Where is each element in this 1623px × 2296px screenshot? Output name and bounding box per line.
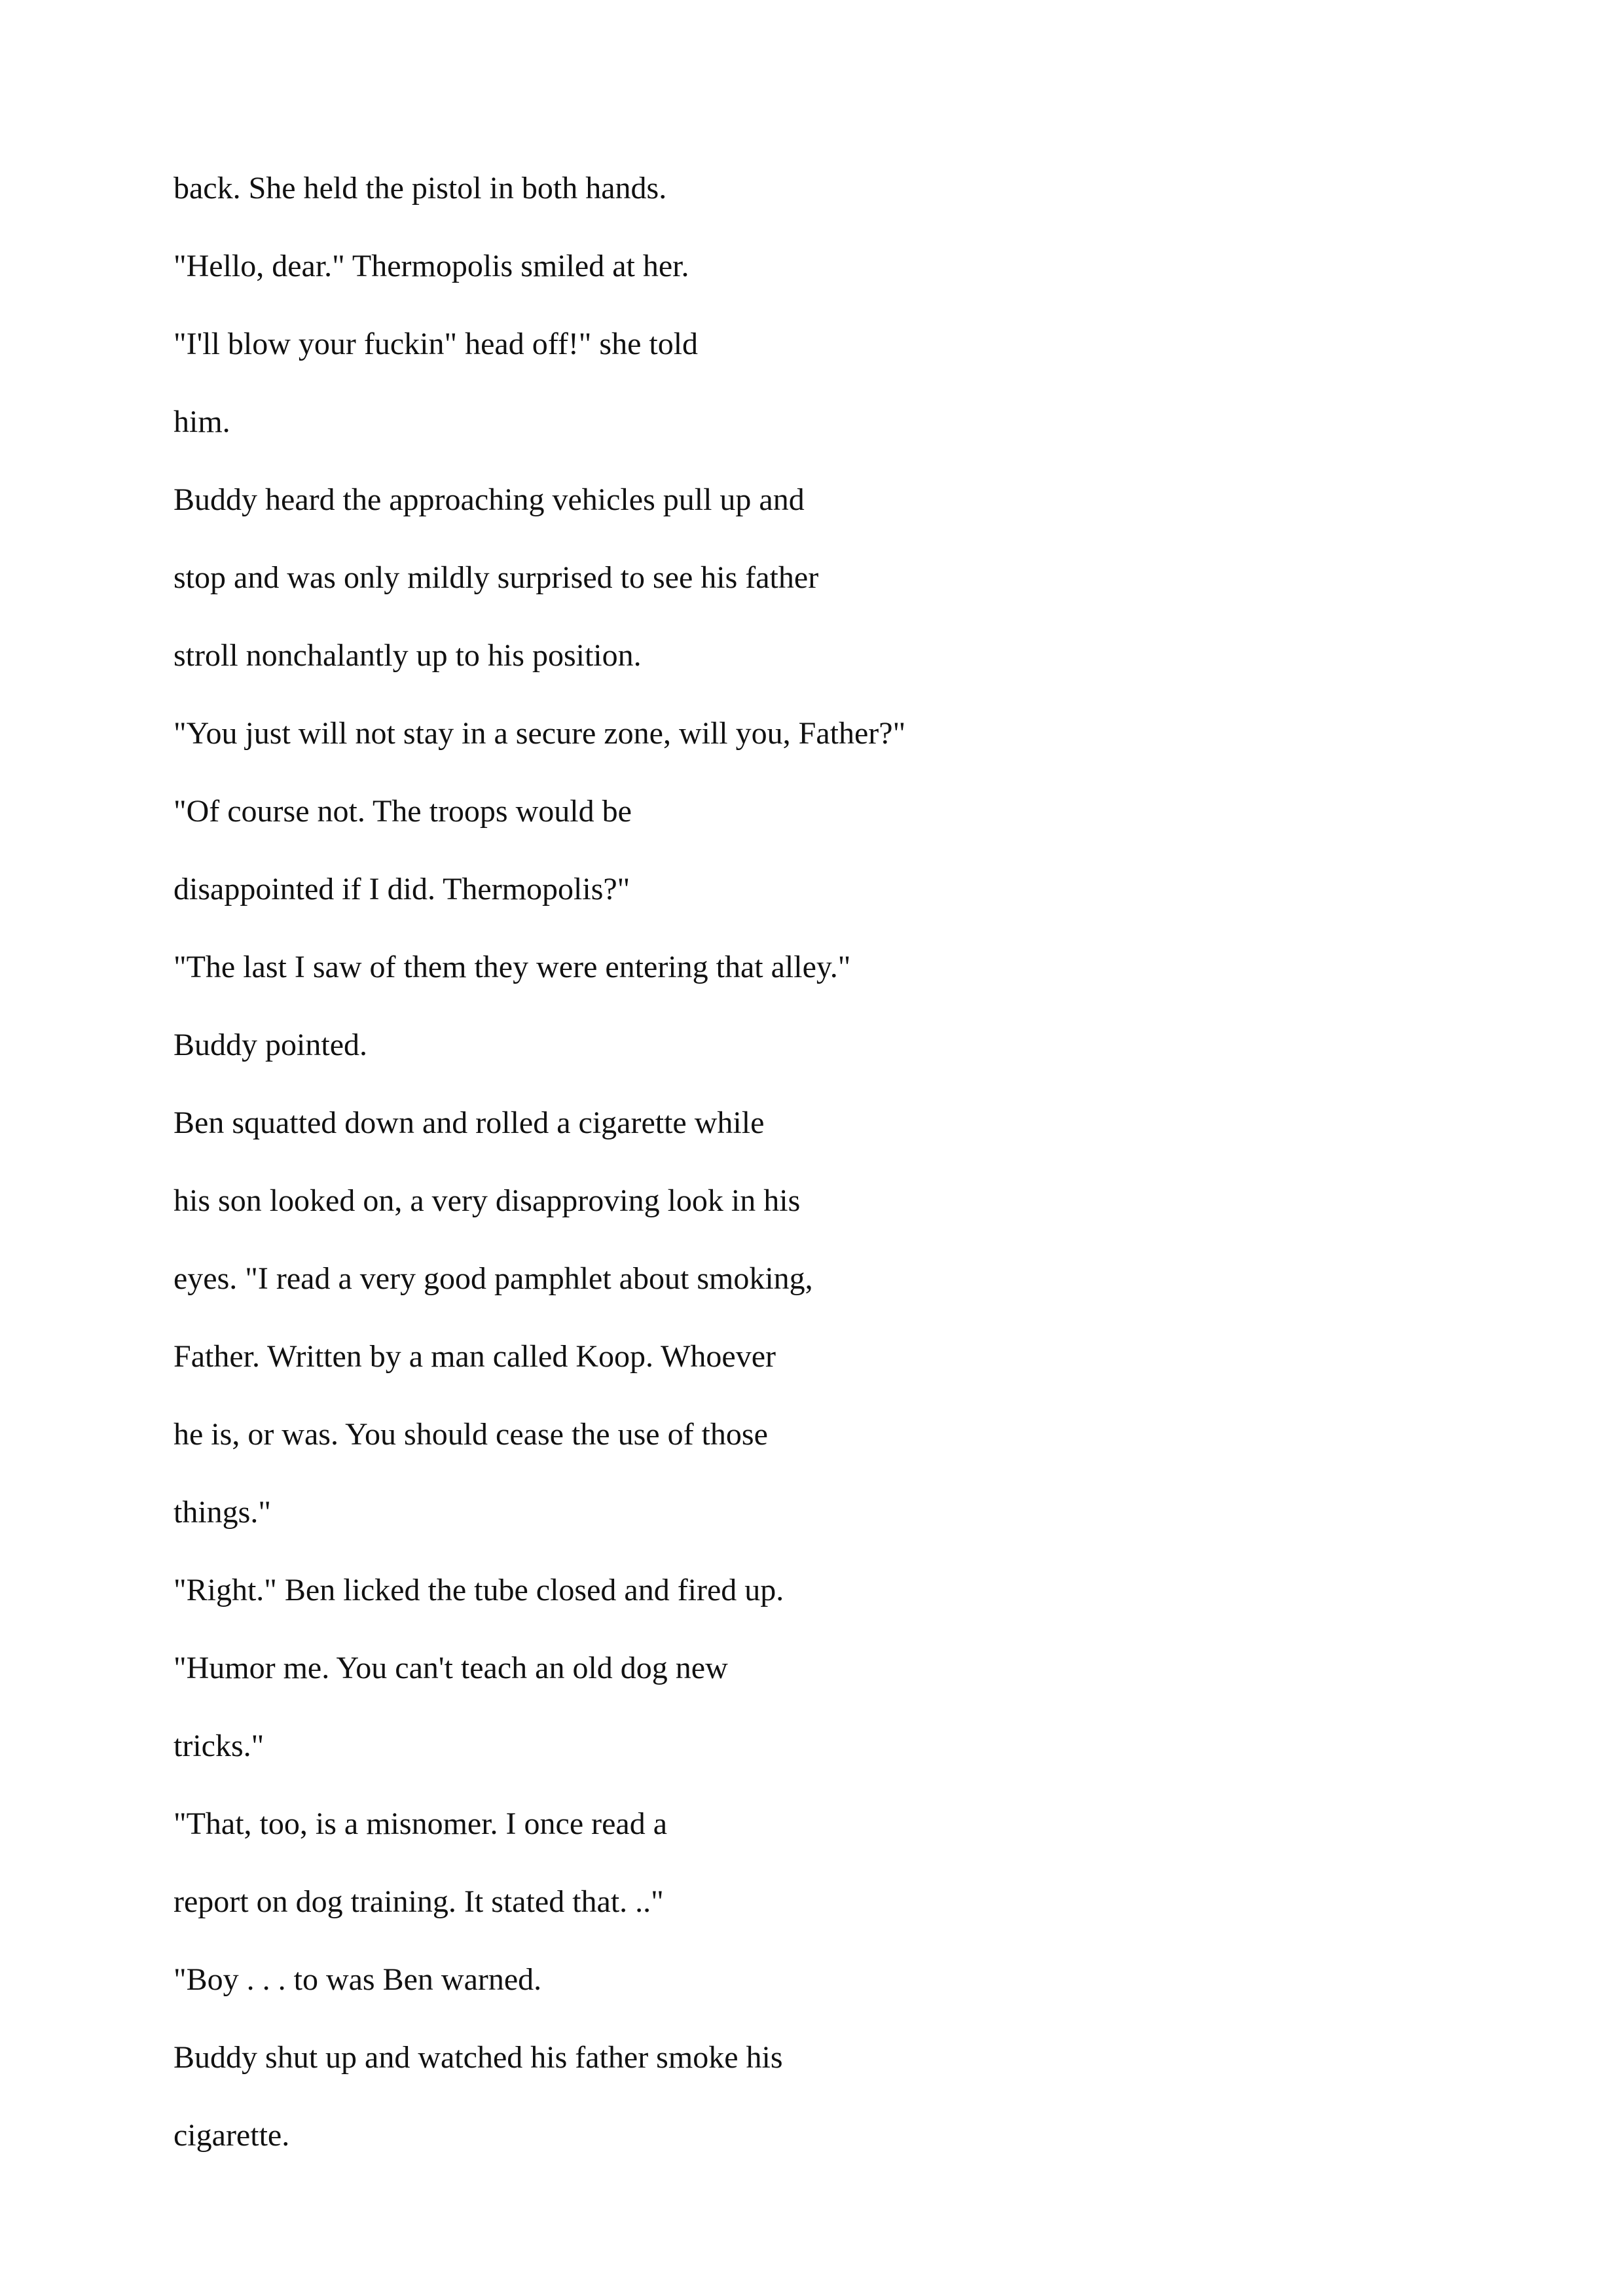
text-line: disappointed if I did. Thermopolis?" — [173, 872, 630, 906]
text-line: "Humor me. You can't teach an old dog new — [173, 1651, 728, 1685]
text-line: stroll nonchalantly up to his position. — [173, 638, 642, 673]
text-line: cigarette. — [173, 2118, 290, 2153]
text-line: tricks." — [173, 1729, 264, 1763]
text-line: his son looked on, a very disapproving look in his — [173, 1183, 801, 1218]
text-line: "Right." Ben licked the tube closed and fired up. — [173, 1573, 784, 1607]
text-line: him. — [173, 404, 230, 439]
text-line: "You just will not stay in a secure zone, will you, Father?" — [173, 716, 906, 751]
text-line: eyes. "I read a very good pamphlet about smoking, — [173, 1261, 813, 1296]
text-line: Buddy heard the approaching vehicles pull up and — [173, 482, 805, 517]
text-line: Father. Written by a man called Koop. Whoever — [173, 1339, 776, 1374]
text-line: "I'll blow your fuckin" head off!" she told — [173, 327, 699, 361]
text-line: Buddy pointed. — [173, 1028, 367, 1062]
text-line: report on dog training. It stated that. .." — [173, 1884, 664, 1919]
body-text — [173, 149, 1483, 2174]
text-line: he is, or was. You should cease the use of those — [173, 1417, 768, 1452]
text-line: things." — [173, 1495, 271, 1530]
text-line: "Boy . . . to was Ben warned. — [173, 1962, 542, 1997]
text-line: stop and was only mildly surprised to see his father — [173, 560, 819, 595]
text-line: "The last I saw of them they were entering that alley." — [173, 950, 851, 984]
text-line: Buddy shut up and watched his father smoke his — [173, 2040, 783, 2075]
text-line: Ben squatted down and rolled a cigarette while — [173, 1105, 765, 1140]
text-line: "Hello, dear." Thermopolis smiled at her. — [173, 249, 689, 283]
text-line: "That, too, is a misnomer. I once read a — [173, 1806, 668, 1841]
text-line: back. She held the pistol in both hands. — [173, 171, 667, 206]
text-line: "Of course not. The troops would be — [173, 794, 632, 829]
